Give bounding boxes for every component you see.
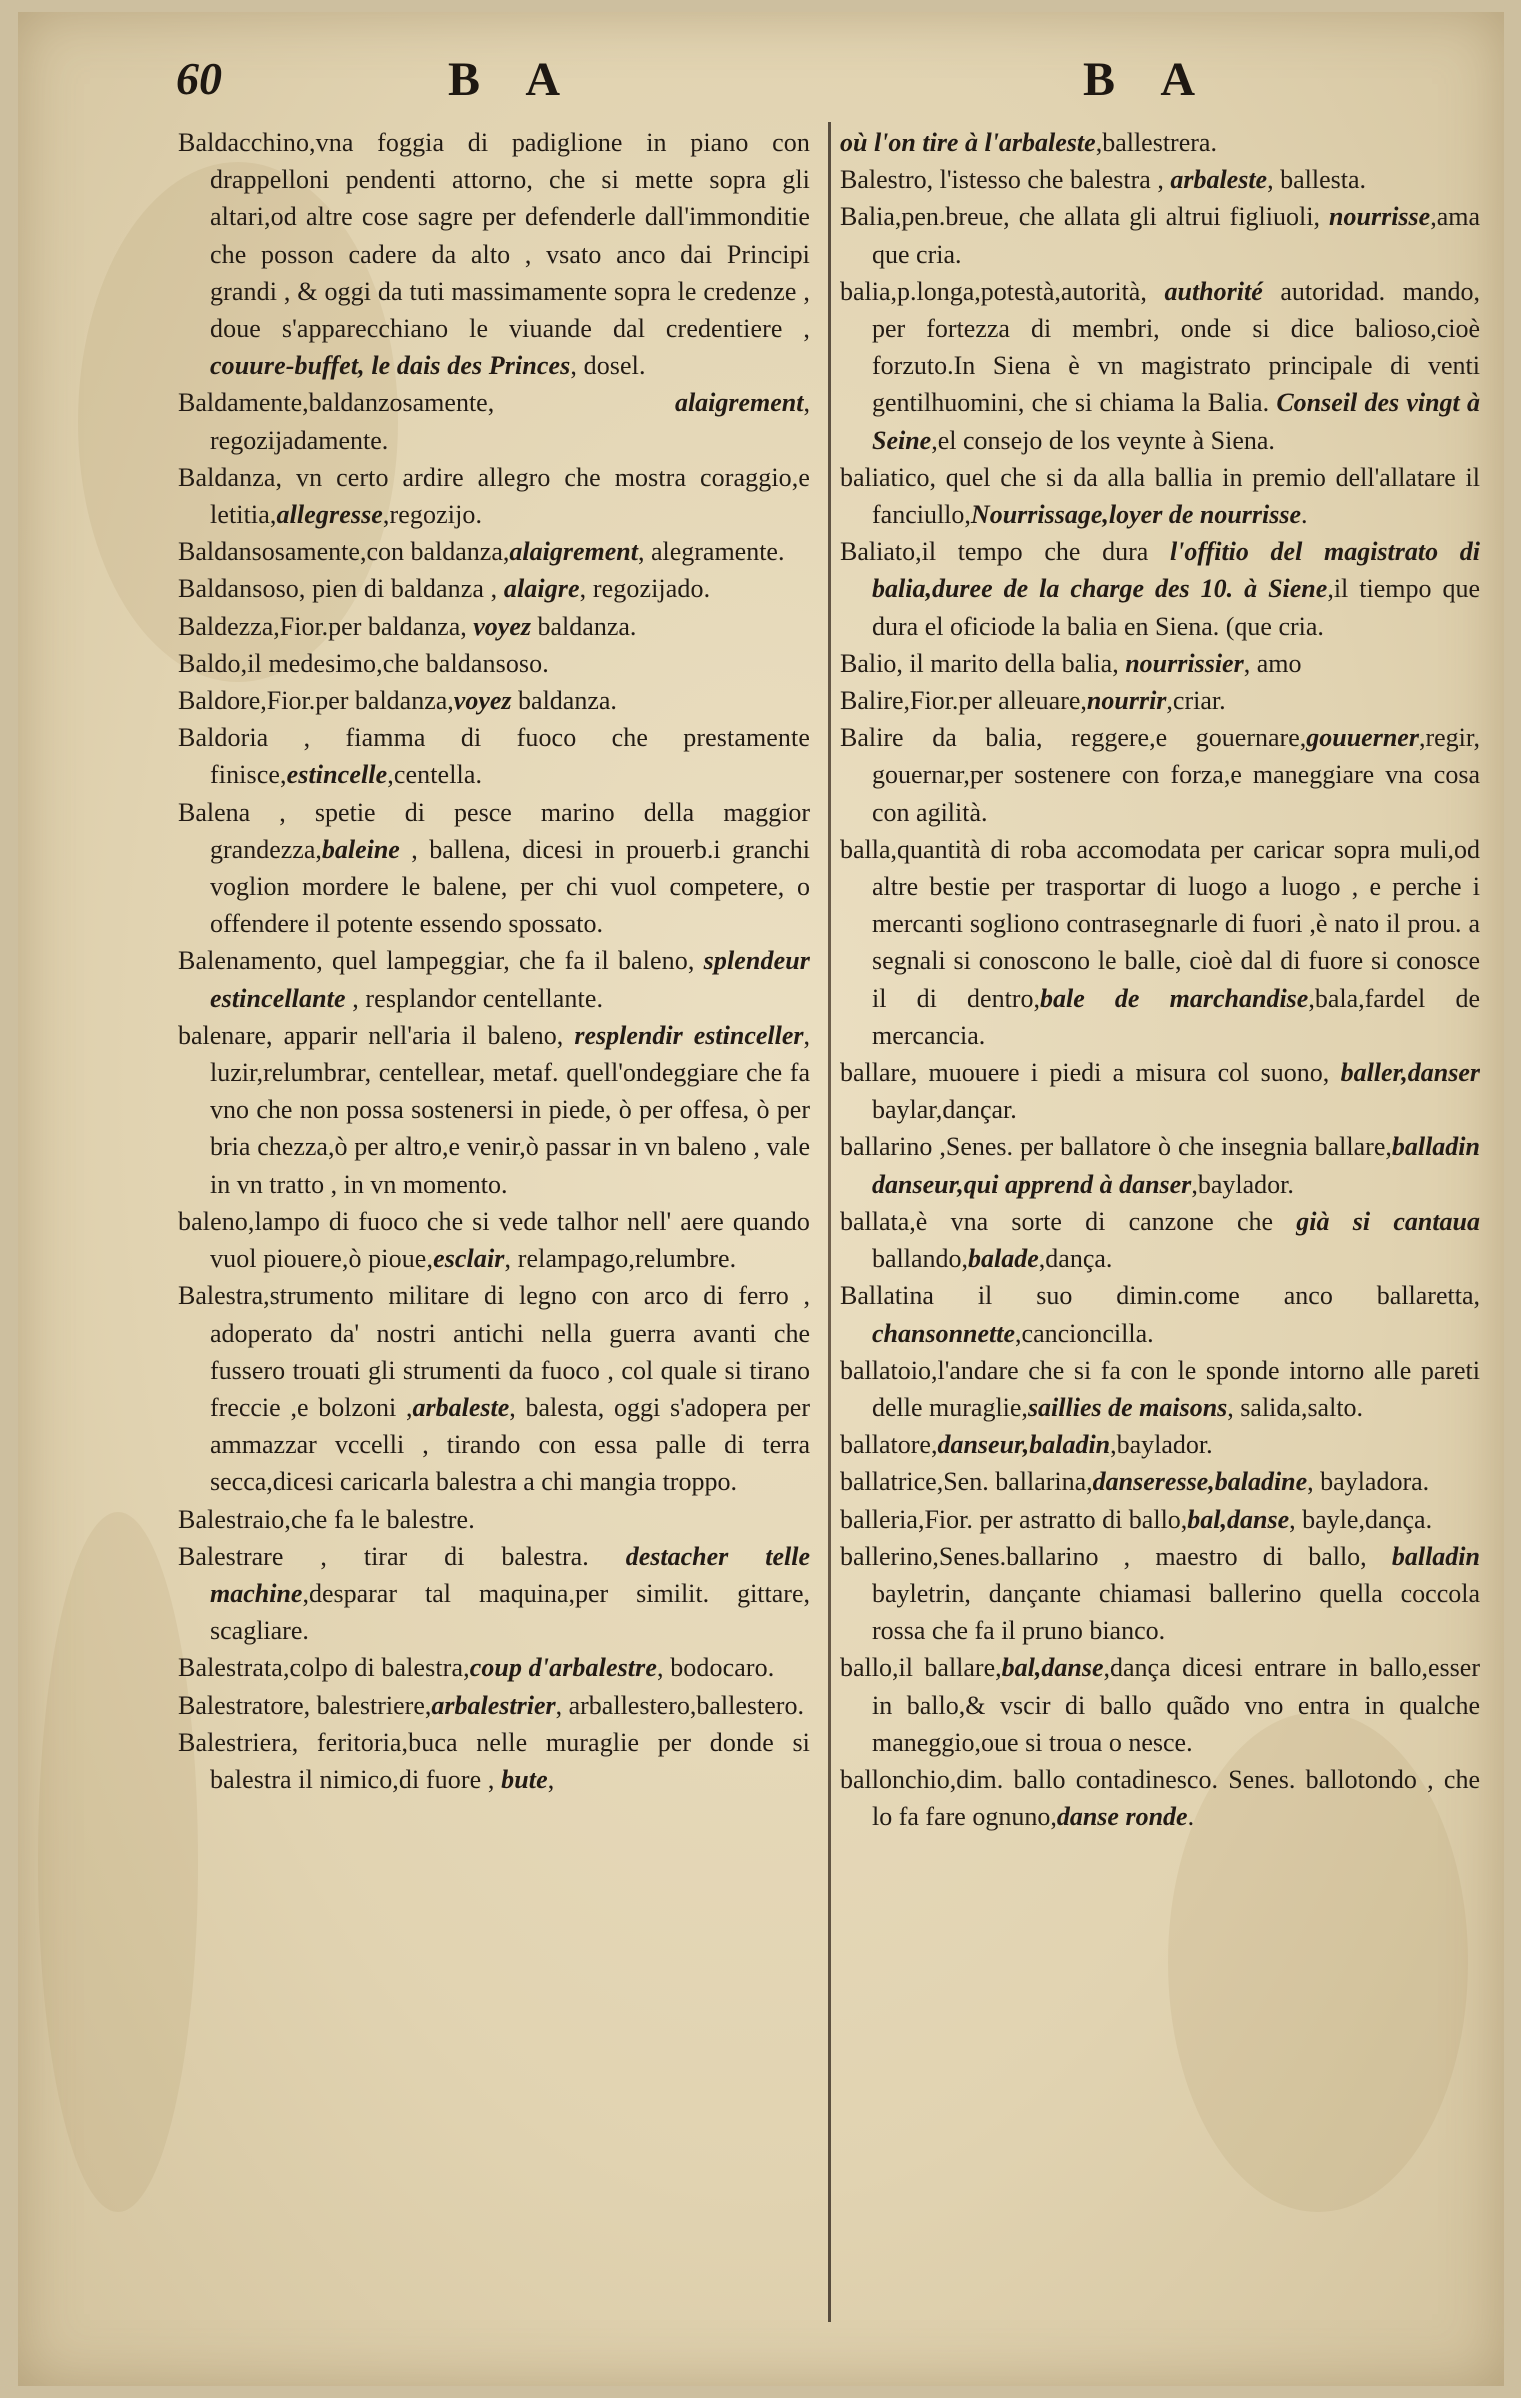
page-header xyxy=(18,52,1504,132)
dictionary-entry xyxy=(178,719,810,793)
dictionary-entry xyxy=(840,1426,1480,1463)
entry-text: Balestrata,colpo di balestra,coup d'arbalestre, bodocaro. xyxy=(178,1653,775,1683)
dictionary-entry xyxy=(178,384,810,458)
paper-stain xyxy=(38,1512,198,2212)
dictionary-entry xyxy=(840,682,1480,719)
dictionary-entry xyxy=(840,645,1480,682)
entry-text: Balestratore, balestriere,arbalestrier, arballestero,ballestero. xyxy=(178,1690,804,1720)
right-column xyxy=(840,124,1480,2364)
entry-text: ballatrice,Sen. ballarina,danseresse,baladine, bayladora. xyxy=(840,1467,1430,1497)
dictionary-entry xyxy=(840,1538,1480,1650)
entry-text: ballonchio,dim. ballo contadinesco. Senes. ballotondo , che lo fa fare ognuno,danse ronde. xyxy=(840,1764,1480,1832)
dictionary-entry xyxy=(840,1761,1480,1835)
entry-text: Baldansoso, pien di baldanza , alaigre, regozijado. xyxy=(178,574,711,604)
dictionary-entry xyxy=(840,124,1480,161)
entry-text: ballarino ,Senes. per ballatore ò che insegnia ballare,balladin danseur,qui apprend à danser,baylador. xyxy=(840,1132,1480,1199)
dictionary-entry xyxy=(840,719,1480,831)
dictionary-entry xyxy=(840,273,1480,459)
dictionary-entry xyxy=(178,1687,810,1724)
dictionary-entry xyxy=(840,1501,1480,1538)
dictionary-entry xyxy=(840,1463,1480,1500)
dictionary-entry xyxy=(840,1352,1480,1426)
entry-text: Baldansosamente,con baldanza,alaigrement, alegramente. xyxy=(178,537,785,567)
entry-text: balenare, apparir nell'aria il baleno, resplendir estinceller, luzir,relumbrar, centellear, metaf. quell'ondeggiare che fa vno che non possa sostenersi in piede, ò per offesa, ò per bria chezza,ò per altro,e venir,ò passar in vn baleno , vale in vn tratto , in vn momento. xyxy=(178,1020,810,1199)
entry-text: balleria,Fior. per astratto di ballo,bal,danse, bayle,dança. xyxy=(840,1504,1433,1534)
entry-text: ballo,il ballare,bal,danse,dança dicesi entrare in ballo,esser in ballo,& vscir di ballo quãdo vno entra in qualche maneggio,oue si troua o nesce. xyxy=(840,1653,1480,1757)
entry-text: baleno,lampo di fuoco che si vede talhor nell' aere quando vuol piouere,ò pioue,esclair, relampago,relumbre. xyxy=(178,1206,810,1274)
entry-text: Balenamento, quel lampeggiar, che fa il baleno, splendeur estincellante , resplandor centellante. xyxy=(178,946,810,1013)
entry-text: Balestriera, feritoria,buca nelle muraglie per donde si balestra il nimico,di fuore , bute, xyxy=(178,1727,810,1794)
entry-text: ballatoio,l'andare che si fa con le sponde intorno alle pareti delle muraglie,saillies de maisons, salida,salto. xyxy=(840,1355,1480,1422)
page-number: 60 xyxy=(176,53,222,104)
dictionary-entry xyxy=(178,1017,810,1203)
entry-text: baliatico, quel che si da alla ballia in premio dell'allatare il fanciullo,Nourrissage,loyer de nourrisse. xyxy=(840,462,1480,530)
dictionary-entry xyxy=(178,1538,810,1650)
left-column xyxy=(178,124,810,2364)
entry-text: Baliato,il tempo che dura l'offitio del magistrato di balia,duree de la charge des 10. à Siene,il tiempo que dura el oficiode la balia en Siena. (que cria. xyxy=(840,537,1480,641)
dictionary-entry xyxy=(178,1501,810,1538)
dictionary-entry xyxy=(178,682,810,719)
dictionary-entry xyxy=(178,459,810,533)
entry-text: Baldamente,baldanzosamente, alaigrement, regozijadamente. xyxy=(178,388,810,455)
entry-text: Baldacchino,vna foggia di padiglione in piano con drappelloni pendenti attorno, che si mette sopra gli altari,od altre cose sagre per defenderle dall'immonditie che posson cadere da alto , vsato anco dai Principi grandi , & oggi da tuti massimamente sopra le credenze , doue s'apparecchiano le viuande dal credentiere , couure-buffet, le dais des Princes, dosel. xyxy=(178,128,810,381)
entry-text: Baldoria , fiamma di fuoco che prestamente finisce,estincelle,centella. xyxy=(178,723,810,790)
dictionary-entry xyxy=(840,1054,1480,1128)
dictionary-entry xyxy=(178,645,810,682)
entry-text: Balio, il marito della balia, nourrissier, amo xyxy=(840,648,1302,678)
dictionary-entry xyxy=(178,608,810,645)
entry-text: Balire,Fior.per alleuare,nourrir,criar. xyxy=(840,686,1226,716)
entry-text: où l'on tire à l'arbaleste,ballestrera. xyxy=(840,128,1217,157)
dictionary-entry xyxy=(178,1649,810,1686)
dictionary-entry xyxy=(178,533,810,570)
dictionary-entry xyxy=(840,161,1480,198)
dictionary-entry xyxy=(178,124,810,384)
entry-text: Balestra,strumento militare di legno con arco di ferro , adoperato da' nostri antichi nella guerra avanti che fussero trouati gli strumenti da fuoco , col quale si tirano freccie ,e bolzoni ,arbaleste, balesta, oggi s'adopera per ammazzar vccelli , tirando con essa palle di terra secca,dicesi caricarla balestra a chi mangia troppo. xyxy=(178,1281,810,1497)
entry-text: Balestro, l'istesso che balestra , arbaleste, ballesta. xyxy=(840,165,1367,195)
dictionary-entry xyxy=(178,570,810,607)
entry-text: Balestrare , tirar di balestra. destacher telle machine,desparar tal maquina,per similit. gittare, scagliare. xyxy=(178,1541,810,1646)
entry-text: Balire da balia, reggere,e gouernare,gouuerner,regir, gouernar,per sostenere con forza,e maneggiare vna cosa con agilità. xyxy=(840,723,1480,827)
entry-text: balia,p.longa,potestà,autorità, authorité autoridad. mando, per fortezza di membri, onde si dice balioso,cioè forzuto.In Siena è vn magistrato principale di venti gentilhuomini, che si chiama la Balia. Conseil des vingt à Seine,el consejo de los veynte à Siena. xyxy=(840,276,1480,455)
column-divider xyxy=(828,122,831,2322)
dictionary-entry xyxy=(840,1128,1480,1202)
entry-text: Baldezza,Fior.per baldanza, voyez baldanza. xyxy=(178,611,637,641)
dictionary-entry xyxy=(840,831,1480,1054)
dictionary-entry xyxy=(840,459,1480,533)
entry-text: Baldo,il medesimo,che baldansoso. xyxy=(178,648,549,678)
entry-text: Balena , spetie di pesce marino della maggior grandezza,baleine , ballena, dicesi in prouerb.i granchi voglion mordere le balene, per chi vuol competere, o offendere il potente essendo spossato. xyxy=(178,797,810,939)
dictionary-entry xyxy=(178,1277,810,1500)
dictionary-page xyxy=(18,12,1504,2386)
entry-text: ballerino,Senes.ballarino , maestro di ballo, balladin bayletrin, dançante chiamasi ballerino quella coccola rossa che fa il pruno bianco. xyxy=(840,1541,1480,1646)
entry-text: ballatore,danseur,baladin,baylador. xyxy=(840,1430,1213,1460)
entry-text: ballata,è vna sorte di canzone che già si cantaua ballando,balade,dança. xyxy=(840,1206,1480,1274)
right-running-head: B A xyxy=(1083,53,1214,106)
dictionary-entry xyxy=(840,1203,1480,1277)
entry-text: Balestraio,che fa le balestre. xyxy=(178,1504,475,1534)
entry-text: Ballatina il suo dimin.come anco ballaretta, chansonnette,cancioncilla. xyxy=(840,1281,1480,1348)
dictionary-entry xyxy=(178,1203,810,1277)
entry-text: ballare, muouere i piedi a misura col suono, baller,danser baylar,dançar. xyxy=(840,1058,1480,1125)
entry-text: Baldanza, vn certo ardire allegro che mostra coraggio,e letitia,allegresse,regozijo. xyxy=(178,462,810,530)
left-running-head: B A xyxy=(448,53,579,106)
dictionary-entry xyxy=(840,533,1480,645)
dictionary-entry xyxy=(178,942,810,1016)
entry-text: Baldore,Fior.per baldanza,voyez baldanza. xyxy=(178,686,617,716)
entry-text: balla,quantità di roba accomodata per caricar sopra muli,od altre bestie per trasportar di luogo a luogo , e perche i mercanti sogliono contrasegnarle di fuori ,è nato il prou. a segnali si conoscono le balle, cioè dal di fuore si conosce il di dentro,bale de marchandise,bala,fardel de mercancia. xyxy=(840,834,1480,1050)
dictionary-entry xyxy=(178,794,810,943)
dictionary-entry xyxy=(178,1724,810,1798)
dictionary-entry xyxy=(840,1277,1480,1351)
entry-text: Balia,pen.breue, che allata gli altrui figliuoli, nourrisse,ama que cria. xyxy=(840,202,1480,269)
dictionary-entry xyxy=(840,1649,1480,1761)
dictionary-entry xyxy=(840,198,1480,272)
